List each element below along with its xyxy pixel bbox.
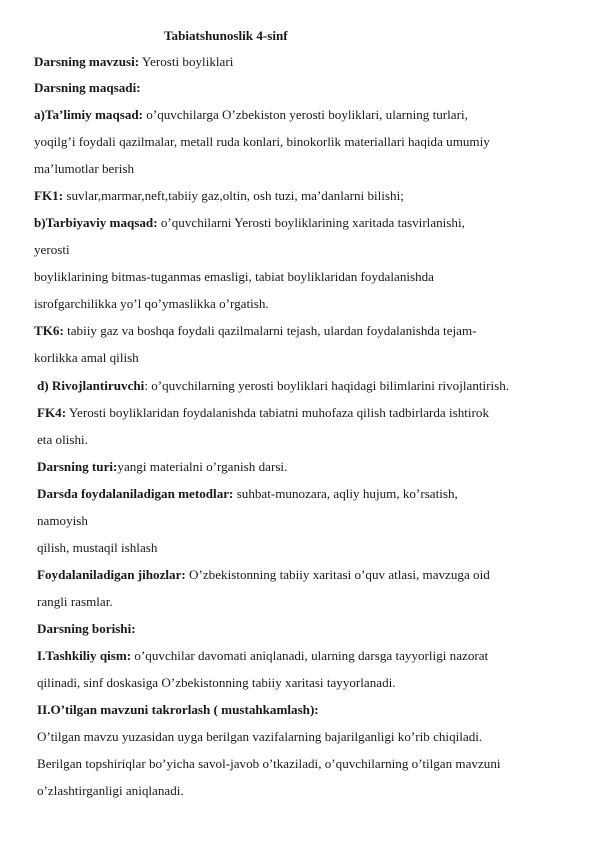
riv-value: : o’quvchilarning yerosti boyliklari haqidagi bilimlarini rivojlantirish. <box>144 378 510 393</box>
organizational-part <box>37 648 488 664</box>
tarb-line-2: yerosti <box>34 242 70 257</box>
edu-line-2: yoqilg’i foydali qazilmalar, metall ruda konlari, binokorlik materiallari haqida umumiy <box>34 134 490 149</box>
topic-value: Yerosti boyliklari <box>139 54 234 69</box>
edu-label: a)Ta’limiy maqsad: <box>34 107 144 122</box>
turi-label: Darsning turi: <box>37 459 118 474</box>
met-line-3: qilish, mustaqil ishlash <box>37 540 158 555</box>
educational-goal <box>34 107 468 123</box>
fk4-line-1: Yerosti boyliklaridan foydalanishda tabiatni muhofaza qilish tadbirlarda ishtirok <box>66 405 490 420</box>
lesson-methods <box>37 486 458 502</box>
fk1-value: suvlar,marmar,neft,tabiiy gaz,oltin, osh tuzi, ma’danlarni bilishi; <box>63 188 404 203</box>
review-line-2: Berilgan topshiriqlar bo’yicha savol-javob o’tkaziladi, o’quvchilarning o’tilgan mavzuni <box>37 756 501 771</box>
jih-line-2: rangli rasmlar. <box>37 594 113 609</box>
review-heading: II.O’tilgan mavzuni takrorlash ( mustahkamlash): <box>37 702 319 717</box>
tash-line-1: o’quvchilar davomati aniqlanadi, ularning darsga tayyorligi nazorat <box>131 648 489 663</box>
jih-label: Foydalaniladigan jihozlar: <box>37 567 186 582</box>
tk6-line-1: tabiiy gaz va boshqa foydali qazilmalarni tejash, ulardan foydalanishda tejam- <box>63 323 477 338</box>
fk1-competence <box>34 188 404 204</box>
edu-line-1: o’quvchilarga O’zbekiston yerosti boyliklari, ularning turlari, <box>143 107 468 122</box>
tk6-label: TK6: <box>34 323 64 338</box>
lesson-topic <box>34 54 233 70</box>
tarb-line-4: isrofgarchilikka yo’l qo’ymaslikka o’rgatish. <box>34 296 269 311</box>
document-title: Tabiatshunoslik 4-sinf <box>164 28 288 43</box>
edu-line-3: ma’lumotlar berish <box>34 161 134 176</box>
tash-label: I.Tashkiliy qism: <box>37 648 132 663</box>
fk4-label: FK4: <box>37 405 67 420</box>
tash-line-2: qilinadi, sinf doskasiga O’zbekistonning tabiiy xaritasi tayyorlanadi. <box>37 675 396 690</box>
lesson-equipment <box>37 567 490 583</box>
tarb-line-3: boyliklarining bitmas-tuganmas emasligi, tabiat boyliklaridan foydalanishda <box>34 269 434 284</box>
tarb-label: b)Tarbiyaviy maqsad: <box>34 215 158 230</box>
met-label: Darsda foydalaniladigan metodlar: <box>37 486 234 501</box>
jih-line-1: O’zbekistonning tabiiy xaritasi o’quv atlasi, mavzuga oid <box>185 567 490 582</box>
riv-label: d) Rivojlantiruvchi <box>37 378 145 393</box>
turi-value: yangi materialni o’rganish darsi. <box>117 459 288 474</box>
met-line-2: namoyish <box>37 513 88 528</box>
upbringing-goal <box>34 215 465 231</box>
met-line-1: suhbat-munozara, aqliy hujum, ko’rsatish, <box>233 486 458 501</box>
fk4-competence <box>37 405 489 421</box>
fk4-line-2: eta olishi. <box>37 432 88 447</box>
tarb-line-1: o’quvchilarni Yerosti boyliklarining xaritada tasvirlanishi, <box>157 215 465 230</box>
tk6-line-2: korlikka amal qilish <box>34 350 139 365</box>
tk6-competence <box>34 323 477 339</box>
lesson-progress-heading: Darsning borishi: <box>37 621 136 636</box>
developmental-goal <box>37 378 509 394</box>
lesson-type <box>37 459 287 475</box>
goals-heading: Darsning maqsadi: <box>34 80 141 95</box>
review-line-3: o’zlashtirganligi aniqlanadi. <box>37 783 184 798</box>
review-line-1: O’tilgan mavzu yuzasidan uyga berilgan vazifalarning bajarilganligi ko’rib chiqiladi. <box>37 729 483 744</box>
topic-label: Darsning mavzusi: <box>34 54 140 69</box>
fk1-label: FK1: <box>34 188 64 203</box>
